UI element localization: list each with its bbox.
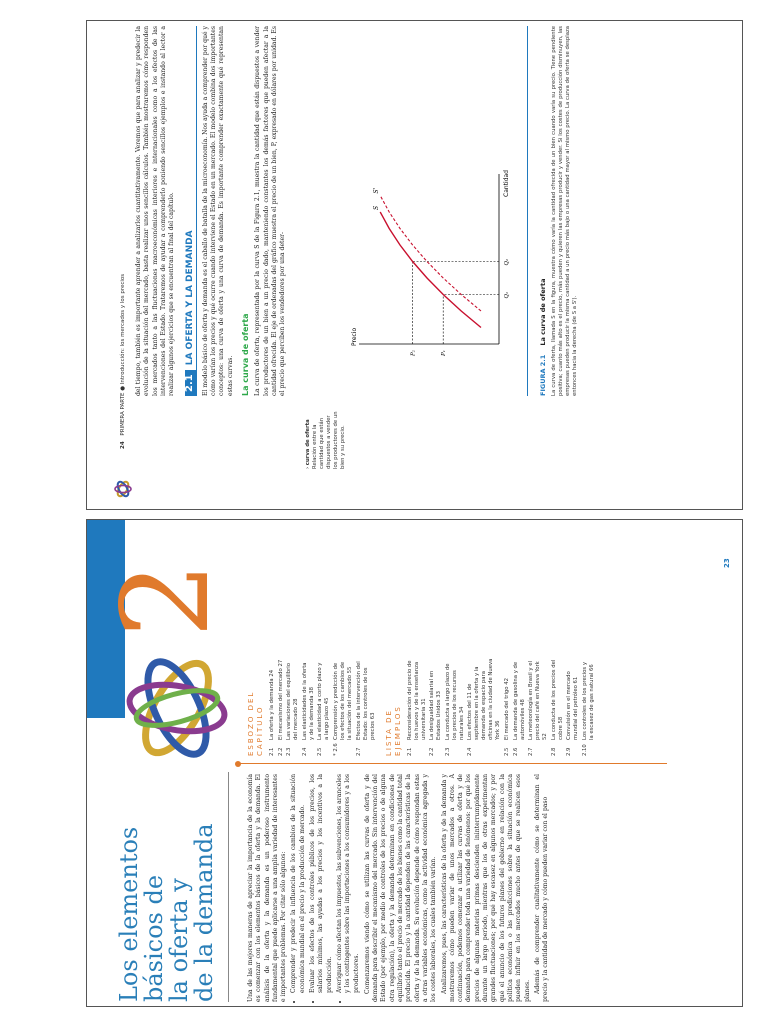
example-item bbox=[429, 658, 443, 756]
chapter-title bbox=[117, 772, 217, 1002]
example-item bbox=[504, 658, 511, 756]
example-item-text: La conducta a largo plazo de los precios de los recursos naturales 34 bbox=[444, 663, 465, 740]
outline-item bbox=[269, 658, 276, 756]
chapter-title-line: la oferta y bbox=[165, 878, 193, 1002]
example-item-text: Los controles de los precios y la escasez de gas natural 66 bbox=[581, 662, 595, 740]
example-item-text: El mercado del trigo 42 bbox=[503, 678, 510, 740]
figure-title: La curva de oferta bbox=[539, 278, 547, 346]
rings-logo-icon bbox=[122, 648, 232, 768]
example-item-text: La meteorología en Brasil y el precio del café en Nueva York 52 bbox=[528, 661, 549, 740]
supply-curve-label: S bbox=[373, 205, 381, 210]
outline-item-number: * 2.6 bbox=[332, 743, 339, 756]
example-item-number: 2.5 bbox=[503, 747, 510, 756]
chapter-bullets bbox=[290, 774, 360, 1002]
example-item-text: Los efectos del 11 de septiembre en la oferta y la demanda de espacio para oficinas en la ciudad de Nueva York 36 bbox=[467, 658, 502, 740]
chapter-paragraph-4: Además de comprender cualitativamente cómo se determinan el precio y la cantidad de mercado y cómo pueden variar con el paso bbox=[533, 774, 550, 1002]
page-number-23: 23 bbox=[723, 558, 731, 568]
example-item bbox=[566, 658, 580, 756]
example-item-text: La conducta de los precios del cobre 58 bbox=[550, 659, 564, 740]
example-item-text: Convulsión en el mercado mundial del petróleo 61 bbox=[566, 671, 580, 740]
example-item-text: La desigualdad salarial en Estados Unidos 33 bbox=[429, 670, 443, 740]
bullet-item: • Evaluar los efectos de los controles públicos de los precios, los salarios mínimos, las ayudas a los precios y los incentivos a la producción. bbox=[309, 774, 334, 993]
book-page-23 bbox=[86, 519, 743, 1007]
figure-2-1-chart bbox=[349, 169, 519, 369]
outline-item-text: Comprensión y predicción de los efectos de los cambios de la situación del mercado 55 bbox=[332, 661, 353, 740]
small-rings-icon bbox=[112, 479, 134, 499]
example-item bbox=[467, 658, 502, 756]
outline-item-text: El mecanismo del mercado 27 bbox=[277, 659, 284, 740]
subsection-paragraph: La curva de oferta, representada por la curva S de la Figura 2.1, muestra la cantidad que están dispuestos a vender los productores de un bien a un precio dado, manteniendo constantes los demás factores que pueden afectar a la cantidad ofrecida. El eje de ordenadas del gráfico muestra el precio de un bien, P, expresado en dólares por unidad. Es el precio que perciben los vendedores por una deter- bbox=[254, 26, 287, 396]
example-item bbox=[528, 658, 549, 756]
example-item-number: 2.2 bbox=[429, 747, 436, 756]
chapter-title-line: básicos de bbox=[140, 874, 168, 1002]
example-item-number: 2.6 bbox=[512, 747, 519, 756]
book-page-24 bbox=[86, 20, 743, 510]
example-item-number: 2.9 bbox=[566, 747, 573, 756]
outline-item bbox=[356, 658, 377, 756]
example-item bbox=[582, 658, 596, 756]
margin-note-term: curva de oferta bbox=[305, 419, 311, 466]
chapter-body-column bbox=[247, 774, 552, 1002]
outline-heading: ESBOZO DEL CAPÍTULO bbox=[247, 690, 264, 756]
page-number: 24 bbox=[120, 441, 126, 449]
chapter-title-line: Los elementos bbox=[115, 826, 143, 1002]
margin-note bbox=[305, 411, 347, 469]
supply-curve-label: S' bbox=[373, 187, 381, 194]
example-item-number: 2.4 bbox=[467, 747, 474, 756]
price-tick-label: P₂ bbox=[410, 350, 417, 356]
chapter-outline bbox=[247, 658, 598, 756]
margin-marker: › bbox=[305, 465, 311, 469]
example-item-number: 2.7 bbox=[528, 747, 535, 756]
running-title: Introducción: los mercados y los precios bbox=[120, 273, 126, 385]
outline-divider-dot bbox=[235, 761, 241, 767]
chapter-number: 2 bbox=[97, 561, 236, 638]
supply-chart-svg bbox=[349, 169, 519, 369]
figure-caption-header bbox=[527, 26, 549, 396]
figure-caption-block bbox=[527, 26, 579, 396]
chapter-intro: Una de las mejores maneras de apreciar la importancia de la economía es comenzar con los elementos básicos de la oferta y la demanda. El análisis de la oferta y la demanda es un poderoso instrumento fundamental que puede aplicarse a una amplia variedad de interesantes e importantes problemas. Por citar sólo algunos: bbox=[247, 774, 288, 1002]
supply-curve-s bbox=[380, 212, 481, 328]
section-paragraph: El modelo básico de oferta y demanda es el caballo de batalla de la microeconomía. Nos ayuda a comprender por qué y cómo varían los precios y qué ocurre cuando interviene el Estado en un mercado. El modelo combina dos importantes conceptos: una curva de oferta y una curva de demanda. Es importante comprender exactamente qué representan estas curvas. bbox=[201, 26, 234, 396]
outline-item bbox=[302, 658, 316, 756]
example-item-text: La demanda de gasolina y de automóviles 48 bbox=[512, 661, 526, 740]
figure-label: FIGURA 2.1 bbox=[539, 354, 547, 396]
quantity-tick-label: Q₂ bbox=[504, 258, 510, 266]
outline-item-text: La oferta y la demanda 24 bbox=[269, 669, 275, 740]
outline-item-number: 2.5 bbox=[317, 747, 324, 756]
example-item-text: Reconsideración del precio de los huevos y de la enseñanza universitaria 31 bbox=[406, 660, 427, 740]
outline-item-text: La elasticidad a corto plazo y a largo plazo 45 bbox=[317, 662, 331, 740]
title-rule bbox=[228, 772, 229, 1002]
figure-caption-text: La curva de oferta, llamada S en la figura, muestra cómo varía la cantidad ofrecida de un bien cuando varía su precio. Tiene pendiente positiva; cuanto más alto es el precio, más pueden y quieren las empresas producir y vender. Si los costes de producción disminuyen, las empresas pueden producir la misma cantidad a un precio más bajo o una cantidad mayor al mismo precio. La curva de oferta se desplaza entonces hacia la derecha (de S a S'). bbox=[551, 26, 578, 396]
chapter-paragraph-2: Comenzaremos viendo cómo se utilizan las curvas de oferta y de demanda para describir el mecanismo del mercado. Sin intervención del Estado (por ejemplo, por medio de controles de los precios o de alguna otra regulación), la oferta y la demanda determinan en condiciones de equilibrio tanto el precio de mercado de los bienes como la cantidad total producida. El precio y la cantidad dependen de las características de la oferta y de la demanda. Su evolución depende de cómo respondan estas a otras variables económicas, como la actividad económica agregada y los costes laborales, los cuales también varían. bbox=[363, 774, 438, 1002]
outline-item-number: 2.2 bbox=[277, 747, 284, 756]
outline-item-number: 2.1 bbox=[269, 747, 275, 756]
page-24-rotated-content bbox=[87, 21, 743, 509]
y-axis-label: Precio bbox=[351, 327, 358, 346]
outline-item-text: Las variaciones del equilibrio del mercado 28 bbox=[286, 662, 300, 740]
outline-item bbox=[286, 658, 300, 756]
header-bullet: ● bbox=[120, 384, 126, 391]
bullet-item: • Comprender y predecir la influencia de los cambios de la situación económica mundial en el precio y la producción de mercado. bbox=[290, 774, 307, 993]
example-item bbox=[513, 658, 527, 756]
section-heading bbox=[185, 26, 196, 396]
section-number: 2.1 bbox=[185, 370, 195, 396]
intro-paragraph: del tiempo, también es importante aprender a analizarlos cuantitativamente. Veremos que para analizar y predecir la evolución de la situación del mercado, basta realizar unos sencillos cálculos. También mostraremos cómo responden los mercados tanto a las fluctuaciones macroeconómicas interiores e internacionales como a los efectos de las intervenciones del Estado. Trataremos de ayudar a comprenderlo poniendo sencillos ejemplos e instando al lector a realizar algunos ejercicios que se encuentran al final del capítulo. bbox=[135, 26, 176, 396]
outline-item-number: 2.4 bbox=[301, 747, 308, 756]
price-tick-label: P₁ bbox=[441, 350, 448, 356]
example-item-number: 2.3 bbox=[444, 747, 451, 756]
outline-item-number: 2.3 bbox=[286, 747, 293, 756]
chapter-paragraph-3: Analizaremos, pues, las características de la oferta y de la demanda y mostraremos cómo pueden variar de unos mercados a otros. A continuación, podemos comenzar a utilizar las curvas de oferta y de demanda para comprender toda una variedad de fenómenos: por qué los precios de algunas materias primas descienden ininterrumpidamente durante un largo periodo, mientras que los de otras experimentan grandes fluctuaciones; por qué hay escasez en algunos mercados; y por qué el anuncio de los futuros planes del gobierno en relación con la política económica o las predicciones sobre la situación económica pueden influir en los mercados mucho antes de que se realicen esos planes. bbox=[440, 774, 531, 1002]
section-title: LA OFERTA Y LA DEMANDA bbox=[185, 230, 196, 366]
example-item bbox=[445, 658, 466, 756]
examples-heading: LISTA DE EJEMPLOS bbox=[384, 705, 402, 756]
subsection-title: La curva de oferta bbox=[240, 313, 250, 396]
page-23-rotated-content bbox=[87, 520, 743, 1007]
outline-item-number: 2.7 bbox=[355, 747, 362, 756]
outline-divider bbox=[237, 763, 667, 764]
outline-item-text: Efectos de la intervención del Estado: los controles de los precios 63 bbox=[355, 661, 376, 740]
example-item-number: 2.8 bbox=[550, 747, 557, 756]
outline-item bbox=[278, 658, 285, 756]
example-item-number: 2.1 bbox=[406, 747, 413, 756]
example-item bbox=[407, 658, 428, 756]
part-label: PRIMERA PARTE bbox=[120, 392, 126, 436]
main-column bbox=[135, 26, 289, 396]
x-axis-label: Cantidad bbox=[503, 170, 510, 197]
quantity-tick-label: Q₁ bbox=[504, 291, 510, 299]
examples-list bbox=[407, 658, 596, 756]
running-header bbox=[120, 274, 126, 449]
example-item-number: 2.10 bbox=[581, 744, 588, 756]
outline-item bbox=[333, 658, 354, 756]
outline-item-text: Las elasticidades de la oferta y de la demanda 38 bbox=[301, 662, 315, 740]
bullet-item: • Averiguar cómo afectan los impuestos, las subvenciones, los aranceles y los contingentes sobre las importaciones a los consumidores y a los productores. bbox=[336, 774, 361, 993]
outline-list bbox=[269, 658, 377, 756]
example-item bbox=[551, 658, 565, 756]
outline-item bbox=[317, 658, 331, 756]
margin-note-definition: Relación entre la cantidad que están dispuestos a vender los productores de un bien y su precio. bbox=[312, 411, 346, 469]
chapter-title-line: de la demanda bbox=[190, 823, 218, 1002]
supply-curve-s-prime bbox=[380, 196, 481, 312]
